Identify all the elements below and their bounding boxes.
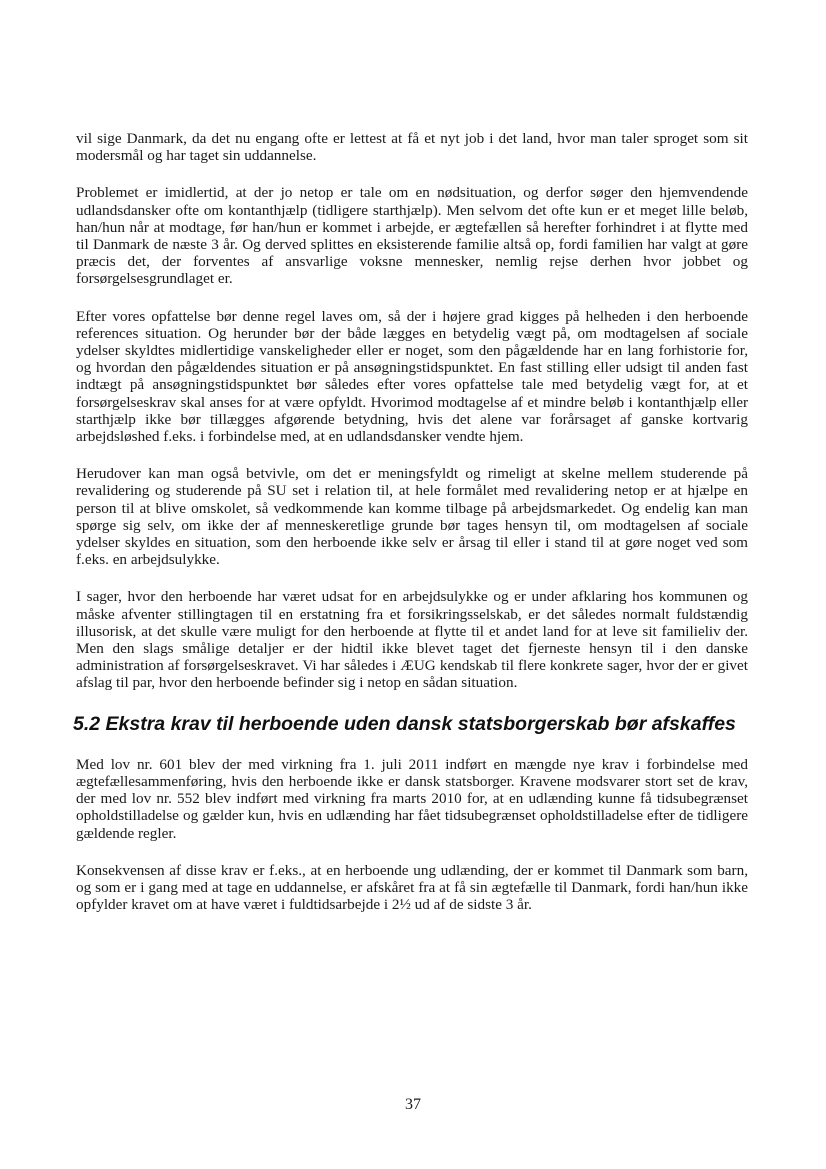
paragraph-7: Konsekvensen af disse krav er f.eks., at en herboende ung udlænding, der er kommet til Danmark som barn, og som er i gang med at tage en uddannelse, er afskåret fra at få sin ægtefælle til Danmark, fordi han/hun ikke opfylder kravet om at have været i fuldtidsarbejde i 2½ ud af de sidste 3 år. [76,861,748,914]
section-heading: 5.2 Ekstra krav til herboende uden dansk statsborgerskab bør afskaffes [73,712,736,735]
paragraph-2: Problemet er imidlertid, at der jo netop er tale om en nødsituation, og derfor søger den hjemvendende udlandsdansker ofte om kontanthjælp (tidligere starthjælp). Men selvom det ofte kun er et meget lille beløb, han/hun når at modtage, før han/hun er kommet i arbejde, er ægtefællen så herefter forhindret i at flytte med til Danmark de næste 3 år. Og derved splittes en eksisterende familie altså op, fordi familien har valgt at gøre præcis det, der forventes af ansvarlige voksne mennesker, nemlig rejse derhen hvor jobbet og forsørgelsesgrundlaget er. [76,184,748,288]
paragraph-1: vil sige Danmark, da det nu engang ofte er lettest at få et nyt job i det land, hvor man taler sproget som sit modersmål og har taget sin uddannelse. [76,130,748,165]
paragraph-5: I sager, hvor den herboende har været udsat for en arbejdsulykke og er under afklaring hos kommunen og måske afventer stillingtagen til en erstatning fra et forsikringsselskab, er det således normalt fuldstændig illusorisk, at det skulle være muligt for den herboende at flytte til et andet land for at leve sit familieliv der. Men den slags smålige detaljer er der hidtil ikke blevet taget det fjerneste hensyn til i den danske administration af forsørgelseskravet. Vi har således i ÆUG kendskab til flere konkrete sager, hvor der er givet afslag til par, hvor den herboende befinder sig i netop en sådan situation. [76,588,748,692]
paragraph-3: Efter vores opfattelse bør denne regel laves om, så der i højere grad kigges på helheden i den herboende references situation. Og herunder bør der både lægges en betydelig vægt på, om modtagelsen af sociale ydelser skyldtes midlertidige vanskeligheder eller er noget, som den pågældende har en lang forhistorie for, og hvordan den pågældendes situation er på ansøgningstidspunktet. En fast stilling eller udsigt til anden fast indtægt på ansøgningstidspunktet bør således efter vores opfattelse tale med betydelig vægt for, at et forsørgelseskrav skal anses for at være opfyldt. Hvorimod modtagelse af et mindre beløb i kontanthjælp eller starthjælp ikke bør tillægges afgørende betydning, hvis det alene var forårsaget af ganske kortvarig arbejdsløshed f.eks. i forbindelse med, at en udlandsdansker vendte hjem. [76,307,748,446]
paragraph-4: Herudover kan man også betvivle, om det er meningsfyldt og rimeligt at skelne mellem studerende på revalidering og studerende på SU set i relation til, at hele formålet med revalidering netop er at hjælpe en person til at blive omskolet, så vedkommende kan komme tilbage på arbejdsmarkedet. Og endelig kan man spørge sig selv, om ikke der af menneskeretlige grunde bør tages hensyn til, om modtagelsen af sociale ydelser skyldes en situation, som den herboende ikke selv er årsag til eller i stand til at gøre noget ved som f.eks. en arbejdsulykke. [76,465,748,569]
document-page [73,130,748,933]
paragraph-6: Med lov nr. 601 blev der med virkning fra 1. juli 2011 indført en mængde nye krav i forbindelse med ægtefællesammenføring, hvis den herboende ikke er dansk statsborger. Kravene modsvarer stort set de krav, der med lov nr. 552 blev indført med virkning fra marts 2010 for, at en udlænding kunne få tidsubegrænset opholdstilladelse og gælder kun, hvis en udlænding har fået tidsubegrænset opholdstilladelse efter de tidligere gældende regler. [76,755,748,842]
page-number: 37 [405,1096,421,1113]
